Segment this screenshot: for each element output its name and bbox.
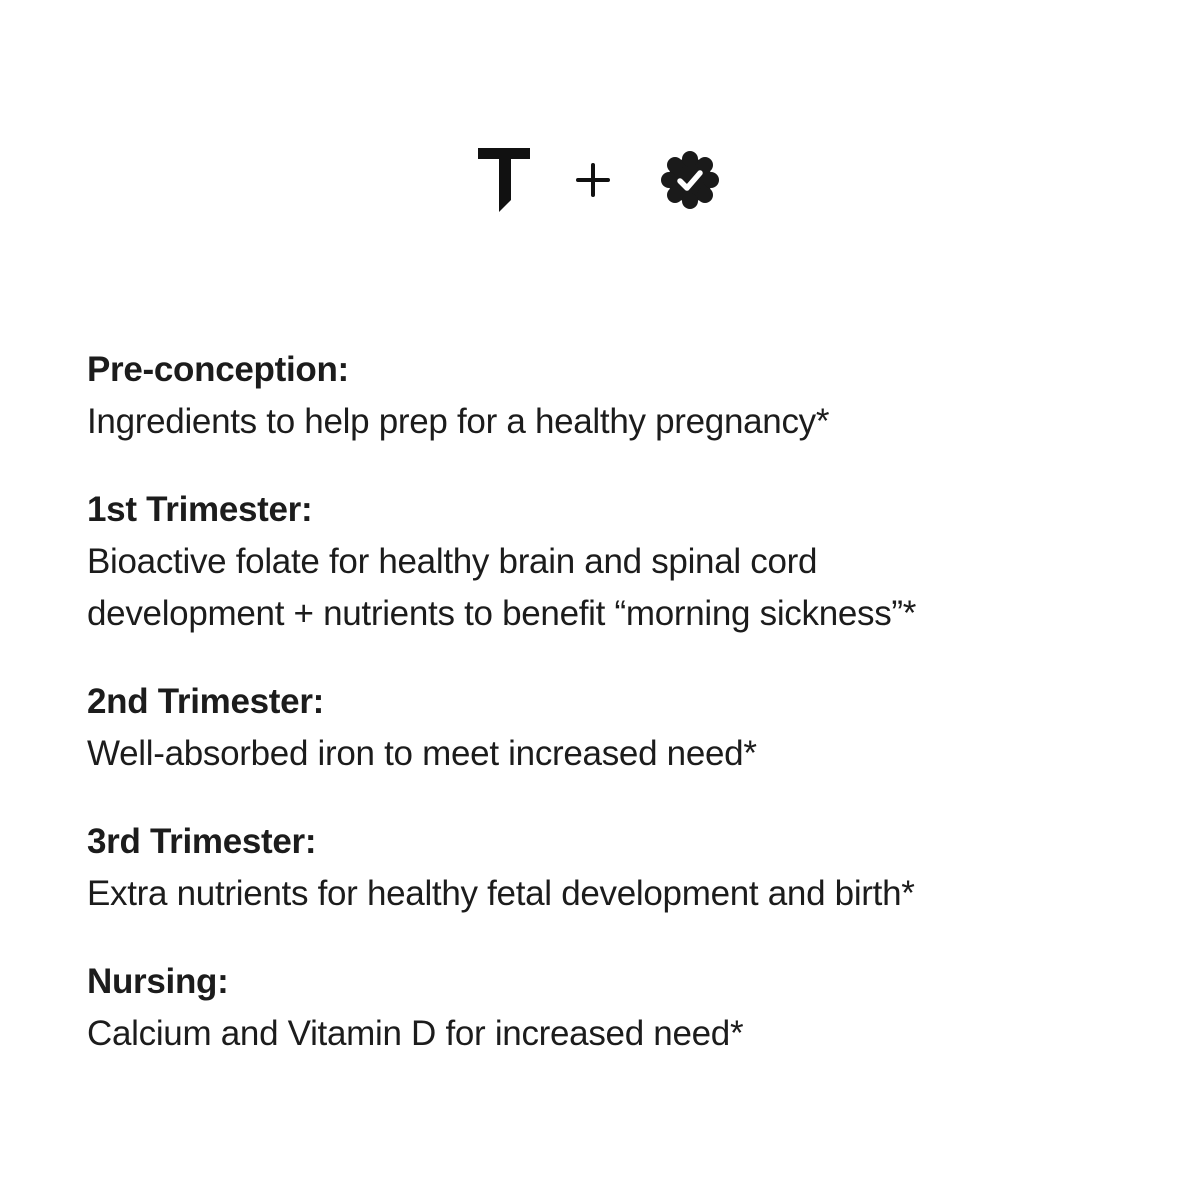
stage-description: development + nutrients to benefit “morning sickness”* bbox=[87, 594, 917, 633]
stage-preconception bbox=[87, 344, 1167, 448]
stage-description: Extra nutrients for healthy fetal development and birth* bbox=[87, 874, 915, 913]
stage-heading: 2nd Trimester: bbox=[87, 682, 324, 721]
stage-description: Well-absorbed iron to meet increased need* bbox=[87, 734, 757, 773]
stage-second-trimester bbox=[87, 676, 1167, 780]
stage-description: Ingredients to help prep for a healthy pregnancy* bbox=[87, 402, 830, 441]
stage-description: Calcium and Vitamin D for increased need* bbox=[87, 1014, 744, 1053]
plus-icon bbox=[573, 160, 613, 200]
verified-badge-icon bbox=[660, 150, 720, 210]
stage-third-trimester bbox=[87, 816, 1167, 920]
stage-heading: Nursing: bbox=[87, 962, 229, 1001]
stage-list bbox=[87, 344, 1167, 1096]
stage-first-trimester bbox=[87, 484, 1167, 640]
stage-heading: Pre-conception: bbox=[87, 350, 349, 389]
stage-heading: 3rd Trimester: bbox=[87, 822, 317, 861]
stage-nursing bbox=[87, 956, 1167, 1060]
stage-heading: 1st Trimester: bbox=[87, 490, 313, 529]
t-logo-icon bbox=[478, 148, 530, 212]
logo-row bbox=[0, 140, 1200, 220]
stage-description: Bioactive folate for healthy brain and spinal cord bbox=[87, 542, 818, 581]
